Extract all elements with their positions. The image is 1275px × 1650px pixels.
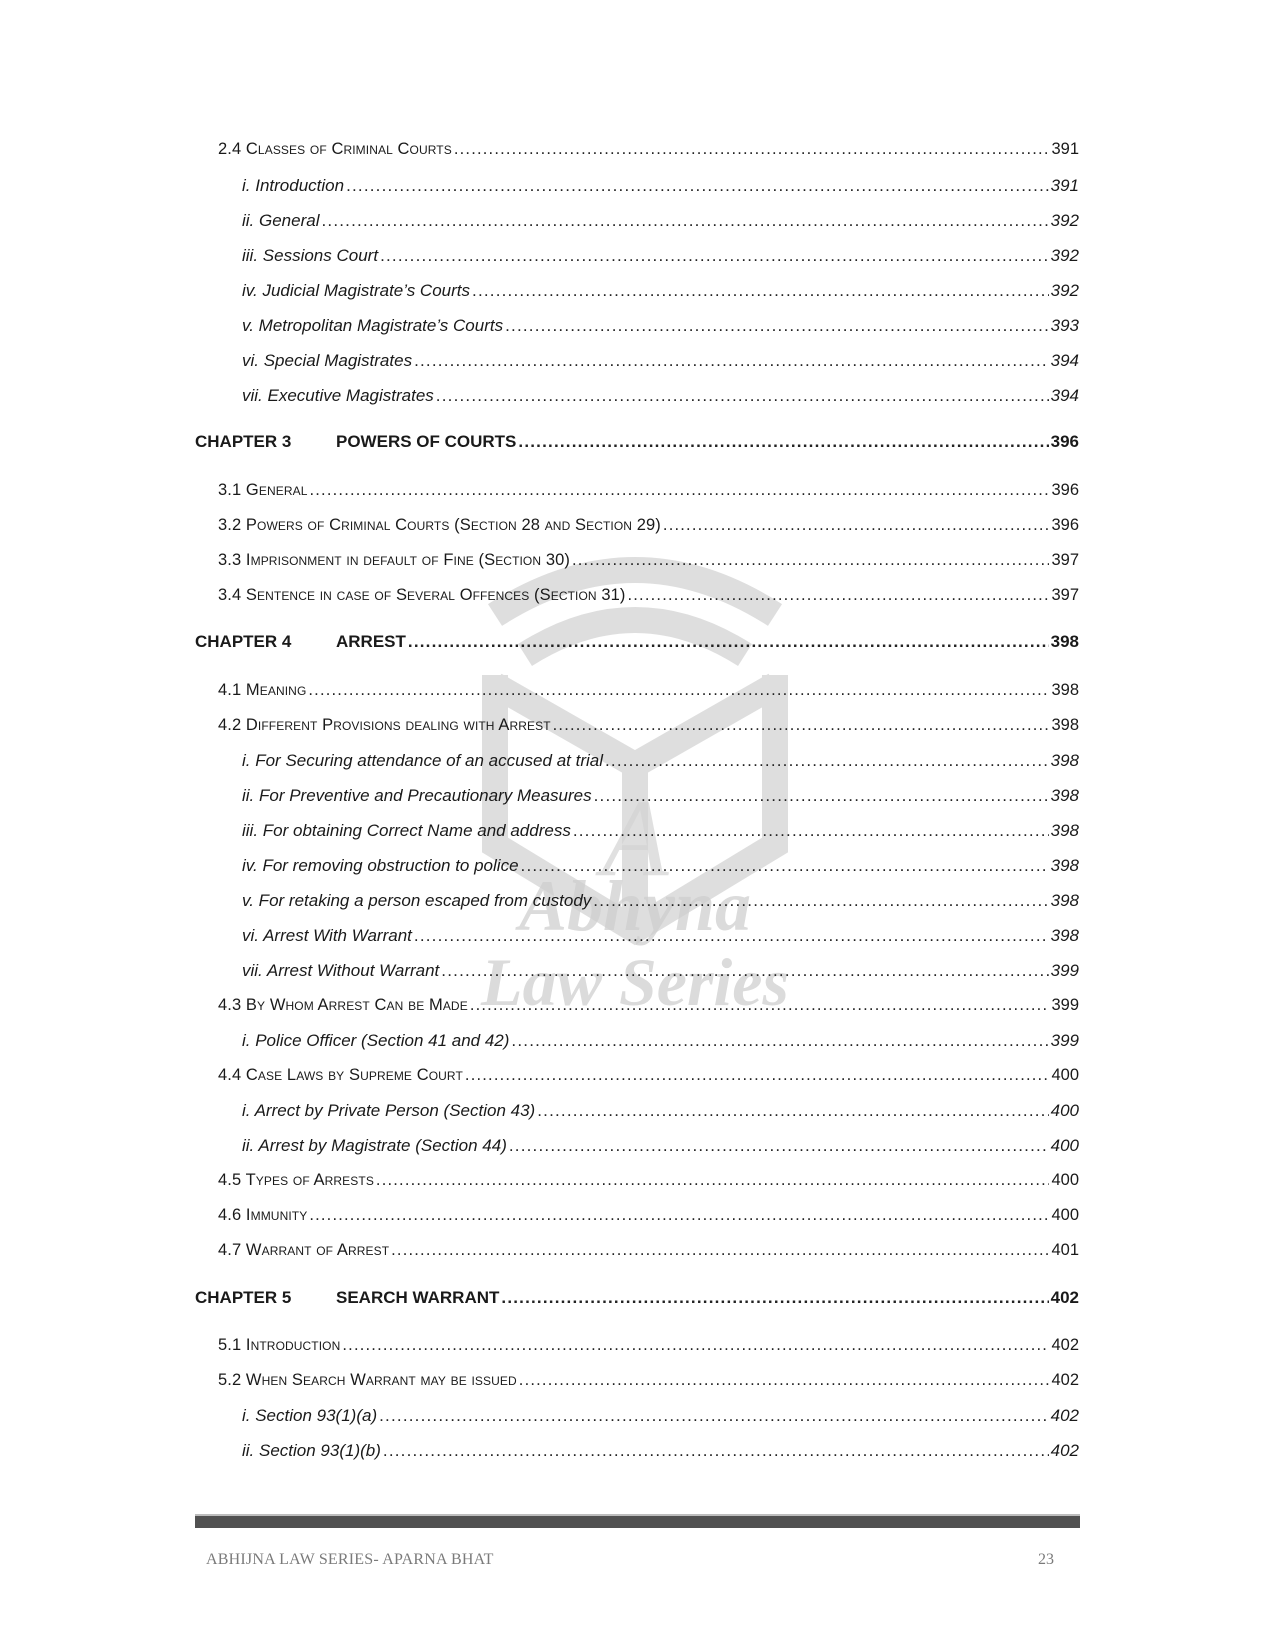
- toc-entry-label: i. For Securing attendance of an accused at trial: [242, 751, 603, 770]
- toc-page-number: 397: [1051, 586, 1079, 604]
- toc-entry-label: 3.3 Imprisonment in default of Fine (Section 30): [218, 551, 570, 569]
- toc-entry-label: SEARCH WARRANT: [336, 1288, 500, 1307]
- toc-entry-label: vi. Arrest With Warrant: [242, 926, 412, 945]
- toc-page-number: 393: [1050, 316, 1079, 335]
- dot-leader: [605, 751, 1049, 771]
- toc-entry-label: vii. Arrest Without Warrant: [242, 961, 440, 980]
- toc-entry-section[interactable]: [218, 140, 1079, 166]
- toc-page-number: 396: [1051, 516, 1079, 534]
- toc-entry-label: 4.6 Immunity: [218, 1206, 308, 1224]
- toc-entry-label: 4.4 Case Laws by Supreme Court: [218, 1066, 463, 1084]
- svg-text:Law Series: Law Series: [481, 944, 789, 1020]
- toc-entry-label: 4.1 Meaning: [218, 681, 307, 699]
- toc-entry-label: 3.4 Sentence in case of Several Offences (Section 31): [218, 586, 626, 604]
- toc-entry-section[interactable]: [218, 1241, 1079, 1267]
- dot-leader: [454, 140, 1050, 159]
- toc-entry-section[interactable]: [218, 1206, 1079, 1232]
- toc-entry-section[interactable]: [218, 586, 1079, 612]
- toc-page-number: 392: [1050, 281, 1079, 300]
- dot-leader: [627, 586, 1049, 605]
- toc-entry-sub[interactable]: [242, 821, 1079, 847]
- toc-entry-label: 4.3 By Whom Arrest Can be Made: [218, 996, 468, 1014]
- toc-entry-sub[interactable]: [242, 1101, 1079, 1127]
- toc-page-number: 402: [1051, 1336, 1079, 1354]
- toc-entry-label: POWERS OF COURTS: [336, 432, 517, 451]
- toc-entry-sub[interactable]: [242, 351, 1079, 377]
- toc-page-number: 400: [1050, 1101, 1079, 1120]
- toc-entry-sub[interactable]: [242, 176, 1079, 202]
- toc-entry-section[interactable]: [218, 996, 1079, 1022]
- footer-title: ABHIJNA LAW SERIES- APARNA BHAT: [206, 1551, 494, 1568]
- dot-leader: [505, 316, 1049, 336]
- toc-entry-section[interactable]: [218, 1171, 1079, 1197]
- toc-entry-label: iv. For removing obstruction to police: [242, 856, 519, 875]
- toc-page-number: 391: [1050, 176, 1079, 195]
- toc-page-number: 400: [1051, 1171, 1079, 1189]
- toc-page-number: 400: [1051, 1066, 1079, 1084]
- dot-leader: [321, 211, 1048, 231]
- dot-leader: [518, 432, 1048, 452]
- toc-entry-label: 5.1 Introduction: [218, 1336, 341, 1354]
- toc-entry-sub[interactable]: [242, 281, 1079, 307]
- toc-entry-section[interactable]: [218, 716, 1079, 742]
- toc-entry-label: i. Police Officer (Section 41 and 42): [242, 1031, 510, 1050]
- toc-page-number: 398: [1051, 716, 1079, 734]
- chapter-number: CHAPTER 5: [195, 1288, 292, 1307]
- toc-entry-sub[interactable]: [242, 386, 1079, 412]
- dot-leader: [383, 1441, 1049, 1461]
- toc-entry-section[interactable]: [218, 551, 1079, 577]
- toc-page-number: 394: [1050, 351, 1079, 370]
- dot-leader: [391, 1241, 1049, 1260]
- toc-entry-section[interactable]: [218, 1371, 1079, 1397]
- toc-page-number: 399: [1050, 1031, 1079, 1050]
- toc-page-number: 398: [1050, 821, 1079, 840]
- toc-entry-label: ii. For Preventive and Precautionary Measures: [242, 786, 592, 805]
- toc-entry-label: i. Arrect by Private Person (Section 43): [242, 1101, 536, 1120]
- toc-entry-sub[interactable]: [242, 786, 1079, 812]
- dot-leader: [414, 351, 1049, 371]
- toc-entry-sub[interactable]: [242, 856, 1079, 882]
- toc-entry-label: iv. Judicial Magistrate’s Courts: [242, 281, 471, 300]
- toc-page-number: 399: [1050, 961, 1079, 980]
- dot-leader: [465, 1066, 1050, 1085]
- dot-leader: [572, 551, 1050, 570]
- toc-entry-label: ii. Section 93(1)(b): [242, 1441, 381, 1460]
- toc-entry-label: 2.4 Classes of Criminal Courts: [218, 140, 452, 158]
- toc-entry-label: 4.5 Types of Arrests: [218, 1171, 374, 1189]
- toc-page-number: 398: [1050, 786, 1079, 805]
- toc-entry-label: v. For retaking a person escaped from custody: [242, 891, 592, 910]
- toc-entry-label: 4.7 Warrant of Arrest: [218, 1241, 390, 1259]
- toc-page-number: 398: [1050, 856, 1079, 875]
- toc-page-number: 402: [1050, 1288, 1079, 1307]
- toc-page-number: 402: [1050, 1441, 1079, 1460]
- toc-entry-sub[interactable]: [242, 246, 1079, 272]
- dot-leader: [309, 481, 1049, 500]
- toc-entry-sub[interactable]: [242, 961, 1079, 987]
- chapter-number: CHAPTER 4: [195, 632, 292, 651]
- toc-page-number: 402: [1050, 1406, 1079, 1425]
- toc-page-number: 391: [1051, 140, 1079, 158]
- dot-leader: [342, 1336, 1049, 1355]
- toc-entry-chapter[interactable]: [195, 432, 1079, 458]
- toc-entry-section[interactable]: [218, 481, 1079, 507]
- svg-text:Abhyna: Abhyna: [518, 866, 752, 946]
- book-emblem-icon: [455, 545, 815, 1025]
- dot-leader: [436, 386, 1049, 406]
- toc-page-number: 398: [1051, 681, 1079, 699]
- dot-leader: [537, 1101, 1048, 1121]
- toc-page-number: 397: [1051, 551, 1079, 569]
- dot-leader: [509, 1136, 1049, 1156]
- toc-entry-label: i. Section 93(1)(a): [242, 1406, 378, 1425]
- toc-entry-label: ii. General: [242, 211, 320, 230]
- toc-entry-label: 4.2 Different Provisions dealing with Arrest: [218, 716, 551, 734]
- dot-leader: [470, 996, 1050, 1015]
- toc-entry-label: 3.2 Powers of Criminal Courts (Section 28 and Section 29): [218, 516, 661, 534]
- toc-page-number: 398: [1050, 751, 1079, 770]
- toc-entry-label: 5.2 When Search Warrant may be issued: [218, 1371, 517, 1389]
- toc-entry-label: vi. Special Magistrates: [242, 351, 413, 370]
- toc-entry-label: 3.1 General: [218, 481, 308, 499]
- footer-rule: [195, 1516, 1080, 1528]
- toc-entry-sub[interactable]: [242, 1441, 1079, 1467]
- dot-leader: [380, 246, 1049, 266]
- toc-page-number: 392: [1050, 246, 1079, 265]
- toc-entry-sub[interactable]: [242, 211, 1079, 237]
- toc-entry-label: iii. Sessions Court: [242, 246, 379, 265]
- toc-entry-label: i. Introduction: [242, 176, 345, 195]
- dot-leader: [573, 821, 1049, 841]
- toc-entry-sub[interactable]: [242, 926, 1079, 952]
- dot-leader: [594, 786, 1049, 806]
- toc-page-number: 401: [1051, 1241, 1079, 1259]
- dot-leader: [519, 1371, 1050, 1390]
- dot-leader: [414, 926, 1049, 946]
- toc-page-number: 392: [1050, 211, 1079, 230]
- dot-leader: [408, 632, 1049, 652]
- toc-entry-section[interactable]: [218, 1066, 1079, 1092]
- toc-entry-label: v. Metropolitan Magistrate’s Courts: [242, 316, 504, 335]
- dot-leader: [663, 516, 1050, 535]
- toc-page-number: 400: [1051, 1206, 1079, 1224]
- toc-entry-sub[interactable]: [242, 891, 1079, 917]
- dot-leader: [379, 1406, 1049, 1426]
- dot-leader: [501, 1288, 1048, 1308]
- toc-entry-label: iii. For obtaining Correct Name and address: [242, 821, 571, 840]
- toc-entry-chapter[interactable]: [195, 1288, 1079, 1314]
- toc-entry-label: ii. Arrest by Magistrate (Section 44): [242, 1136, 507, 1155]
- toc-entry-sub[interactable]: [242, 316, 1079, 342]
- toc-page-number: 400: [1050, 1136, 1079, 1155]
- svg-text:A: A: [601, 777, 669, 899]
- toc-entry-sub[interactable]: [242, 751, 1079, 777]
- dot-leader: [308, 681, 1049, 700]
- watermark-logo: [455, 545, 815, 1025]
- toc-page-number: 399: [1051, 996, 1079, 1014]
- dot-leader: [521, 856, 1049, 876]
- toc-page-number: 394: [1050, 386, 1079, 405]
- toc-entry-label: ARREST: [336, 632, 406, 651]
- toc-entry-label: vii. Executive Magistrates: [242, 386, 434, 405]
- toc-entry-section[interactable]: [218, 681, 1079, 707]
- footer-page-number: 23: [1038, 1551, 1054, 1568]
- toc-entry-sub[interactable]: [242, 1406, 1079, 1432]
- dot-leader: [472, 281, 1049, 301]
- dot-leader: [511, 1031, 1048, 1051]
- toc-page-number: 402: [1051, 1371, 1079, 1389]
- toc-entry-section[interactable]: [218, 1336, 1079, 1362]
- toc-page-number: 398: [1050, 632, 1079, 651]
- dot-leader: [441, 961, 1048, 981]
- toc-entry-chapter[interactable]: [195, 632, 1079, 658]
- toc-page-number: 396: [1050, 432, 1079, 451]
- toc-entry-sub[interactable]: [242, 1031, 1079, 1057]
- toc-page-number: 398: [1050, 891, 1079, 910]
- toc-entry-sub[interactable]: [242, 1136, 1079, 1162]
- toc-page-number: 398: [1050, 926, 1079, 945]
- dot-leader: [376, 1171, 1050, 1190]
- toc-entry-section[interactable]: [218, 516, 1079, 542]
- chapter-number: CHAPTER 3: [195, 432, 292, 451]
- dot-leader: [593, 891, 1048, 911]
- dot-leader: [553, 716, 1050, 735]
- dot-leader: [309, 1206, 1049, 1225]
- dot-leader: [346, 176, 1049, 196]
- toc-page-number: 396: [1051, 481, 1079, 499]
